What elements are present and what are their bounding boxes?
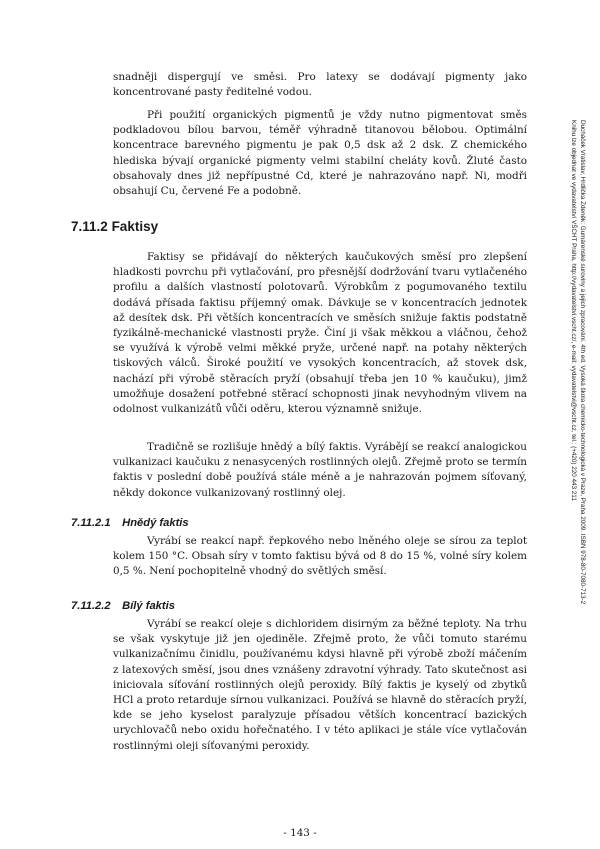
page-number: - 143 - xyxy=(283,827,317,839)
subsection-2-number: 7.11.2.2 xyxy=(71,600,111,612)
subsection-2-paragraph: Vyrábí se reakcí oleje s dichloridem disirným za běžné teploty. Na trhu se však vyskytuje již jen ojediněle. Zřejmě proto, že vůči tomuto starému vulkanizačnímu činidlu, používanému kdysi hlavně při výrobě zboží máčením z latexových směsí, jsou dnes vznášeny zdravotní výhrady. Tato skutečnost asi iniciovala síťování rostlinných olejů peroxidy. Bílý faktis je kyselý od zbytků HCl a proto retarduje sírnou vulkanizaci. Používá se hlavně do stěracích pryží, kde se jeho kyselost paralyzuje přísadou větších koncentrací bazických urychlovačů nebo oxidu hořečnatého. I v této aplikaci je stále více vytlačován rostlinnými oleji síťovanými peroxidy. xyxy=(113,618,527,752)
subsection-1-number: 7.11.2.1 xyxy=(71,517,111,529)
section-paragraph-1: Faktisy se přidávají do některých kaučukových směsí pro zlepšení hladkosti povrchu při vytlačování, pro přesnější dodržování tvaru vytlačeného profilu a dalších vlastností polotovarů. Výrobkům z pogumovaného textilu dodává přísada faktisu příjemný omak. Dávkuje se v koncentracích jednotek až desítek dsk. Při větších koncentracích ve směsích snižuje faktis podstatně fyzikálně-mechanické vlastnosti pryže. Činí ji však měkkou a vláčnou, čehož se využívá k výrobě velmi měkké pryže, určené např. na potahy některých tiskových válců. Široké použití ve vysokých koncentracích, až stovek dsk, nachází při výrobě stěracích pryží (obsahují třeba jen 10 % kaučuku), jimž umožňuje dosažení potřebné stěrací schopnosti jinak nevyhodným vlivem na odolnost vulkanizátů vůči oděru, kterou významně snižuje. xyxy=(113,251,527,416)
subsection-1-heading xyxy=(71,517,189,529)
subsection-2-heading xyxy=(71,600,175,612)
intro-paragraph-1: snadněji dispergují ve směsi. Pro latexy se dodávají pigmenty jako koncentrované pasty ředitelné vodou. xyxy=(113,71,527,99)
side-citation-line-1: Ducháček Vratislav, Hrdlička Zdeněk: Gumárenské suroviny a jejich zpracování. 4th ed. Vysoká škola chemicko-technologická v Praze, Praha 2009. ISBN 978-80-7080-713-2 xyxy=(579,120,586,605)
section-paragraph-2: Tradičně se rozlišuje hnědý a bílý faktis. Vyrábějí se reakcí analogickou vulkanizaci kaučuku z nenasycených rostlinných olejů. Zřejmě proto se termín faktis v poslední době používá stále méně a je nahrazován pojmem síťovaný, někdy dokonce vulkanizovaný rostlinný olej. xyxy=(113,441,527,499)
subsection-1-paragraph: Vyrábí se reakcí např. řepkového nebo lněného oleje se sírou za teplot kolem 150 °C. Obsah síry v tomto faktisu bývá od 8 do 15 %, volné síry kolem 0,5 %. Není pochopitelně vhodný do světlých směsí. xyxy=(113,535,527,578)
subsection-1-title: Hnědý faktis xyxy=(122,517,189,529)
intro-paragraph-2: Při použití organických pigmentů je vždy nutno pigmentovat směs podkladovou bílou barvou, téměř výhradně titanovou bělobou. Optimální koncentrace barevného pigmentu je pak 0,5 dsk až 2 dsk. Z chemického hlediska bývají organické pigmenty velmi stabilní cheláty kovů. Žluté často obsahovaly dnes již nepřípustné Cd, které je nahrazováno např. Ni, modři obsahují Cu, červené Fe a podobně. xyxy=(113,109,527,198)
side-citation xyxy=(546,120,586,820)
side-citation-line-2: Knihu lze objednat ve vydavatelství VŠCHT Praha, http://vydavatelstvi.vscht.cz/, e-mail: vydavatelstvi@vscht.cz, tel.: (+420) 220 443 211 xyxy=(570,120,578,501)
subsection-2-title: Bílý faktis xyxy=(122,600,175,612)
section-number: 7.11.2 xyxy=(71,219,108,234)
section-heading xyxy=(71,219,158,234)
section-title: Faktisy xyxy=(111,219,159,234)
